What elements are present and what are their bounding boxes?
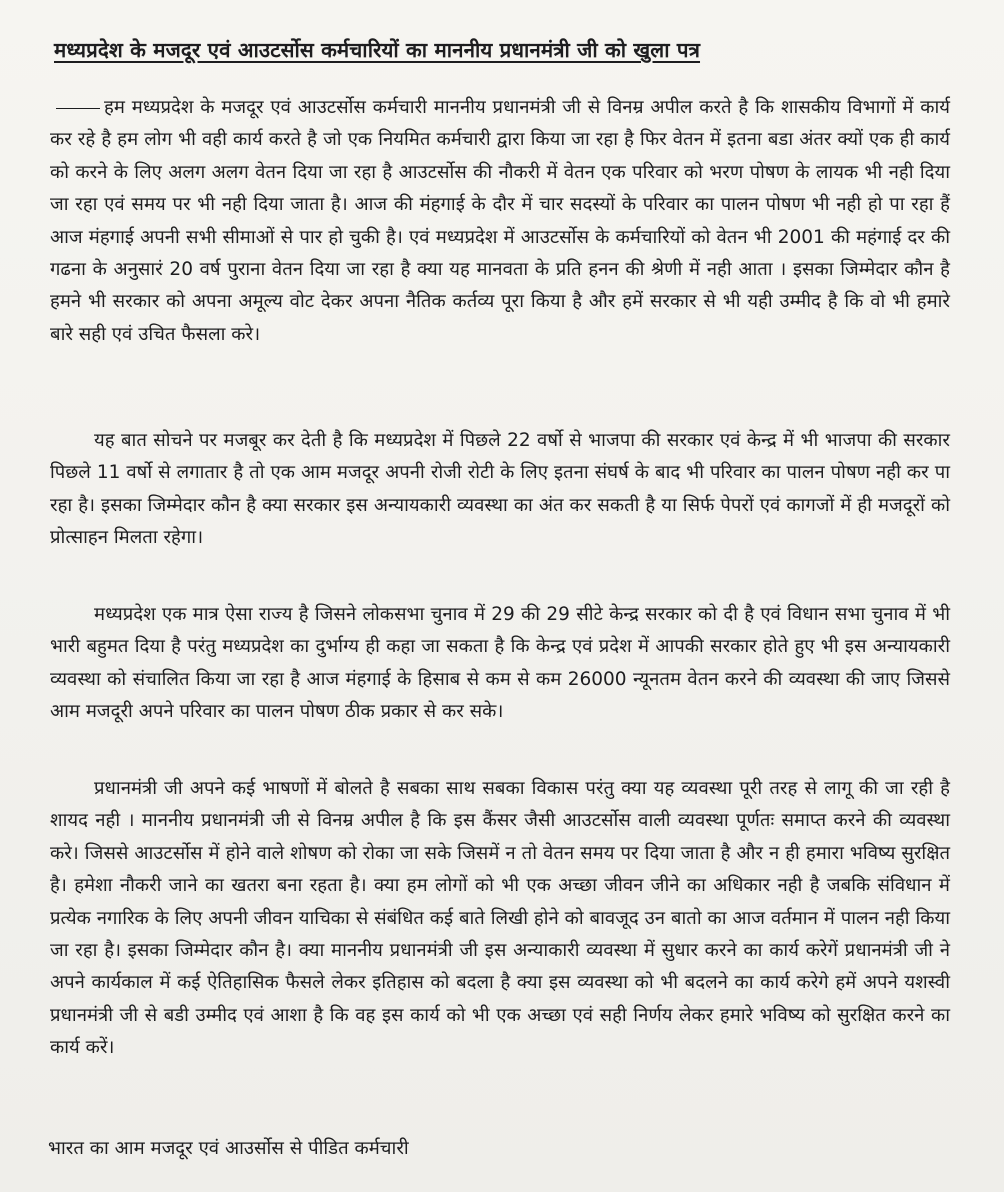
paragraph-4 xyxy=(50,773,950,1065)
paragraph-1 xyxy=(50,92,950,351)
letter-title: मध्यप्रदेश के मजदूर एवं आउटर्सोस कर्मचारियों का माननीय प्रधानमंत्री जी को खुला पत्र xyxy=(54,38,701,62)
paragraph-2-text: यह बात सोचने पर मजबूर कर देती है कि मध्यप्रदेश में पिछले 22 वर्षो से भाजपा की सरकार एवं केन्द्र में भी भाजपा की सरकार पिछले 11 वर्षो से लगातार है तो एक आम मजदूर अपनी रोजी रोटी के लिए इतना संघर्ष के बाद भी परिवार का पालन पोषण नही कर पा रहा है। इसका जिम्मेदार कौन है क्या सरकार इस अन्यायकारी व्यवस्था का अंत कर सकती है या सिर्फ पेपरों एवं कागजों में ही मजदूरों को प्रोत्साहन मिलता रहेगा। xyxy=(50,430,950,549)
paragraph-1-text: हम मध्यप्रदेश के मजदूर एवं आउटर्सोस कर्मचारी माननीय प्रधानमंत्री जी से विनम्र अपील करते है कि शासकीय विभागों में कार्य कर रहे है हम लोग भी वही कार्य करते है जो एक नियमित कर्मचारी द्वारा किया जा रहा है फिर वेतन में इतना बडा अंतर क्यों एक ही कार्य को करने के लिए अलग अलग वेतन दिया जा रहा है आउटर्सोस की नौकरी में वेतन एक परिवार को भरण पोषण के लायक भी नही दिया जा रहा एवं समय पर भी नही दिया जाता है। आज की मंहगाई के दौर में चार सदस्यों के परिवार का पालन पोषण भी नही हो पा रहा हैं आज मंहगाई अपनी सभी सीमाओं से पार हो चुकी है। एवं मध्यप्रदेश में आउटर्सोस के कर्मचारियों को वेतन भी 2001 की महंगाई दर की गढना के अनुसारं 20 वर्ष पुराना वेतन दिया जा रहा है क्या यह मानवता के प्रति हनन की श्रेणी में नही आता । इसका जिम्मेदार कौन है हमने भी सरकार को अपना अमूल्य वोट देकर अपना नैतिक कर्तव्य पूरा किया है और हमें सरकार से भी यही उम्मीद है कि वो भी हमारे बारे सही एवं उचित फैसला करे। xyxy=(50,97,950,345)
paragraph-2 xyxy=(50,425,950,555)
blank-line xyxy=(56,108,100,109)
paragraph-4-text: प्रधानमंत्री जी अपने कई भाषणों में बोलते है सबका साथ सबका विकास परंतु क्या यह व्यवस्था पूरी तरह से लागू की जा रही है शायद नही । माननीय प्रधानमंत्री जी से विनम्र अपील है कि इस कैंसर जैसी आउटर्सोस वाली व्यवस्था पूर्णतः समाप्त करने की व्यवस्था करे। जिससे आउटर्सोस में होने वाले शोषण को रोका जा सके जिसमें न तो वेतन समय पर दिया जाता है और न ही हमारा भविष्य सुरक्षित है। हमेशा नौकरी जाने का खतरा बना रहता है। क्या हम लोगों को भी एक अच्छा जीवन जीने का अधिकार नही है जबकि संविधान में प्रत्येक नगारिक के लिए अपनी जीवन याचिका से संबंधित कई बाते लिखी होने को बावजूद उन बातो का आज वर्तमान में पालन नही किया जा रहा है। इसका जिम्मेदार कौन है। क्या माननीय प्रधानमंत्री जी इस अन्याकारी व्यवस्था में सुधार करने का कार्य करेगें प्रधानमंत्री जी ने अपने कार्यकाल में कई ऐतिहासिक फैसले लेकर इतिहास को बदला है क्या इस व्यवस्था को भी बदलने का कार्य करेगे हमें अपने यशस्वी प्रधानमंत्री जी से बडी उम्मीद एवं आशा है कि वह इस कार्य को भी एक अच्छा एवं सही निर्णय लेकर हमारे भविष्य को सुरक्षित करने का कार्य करें। xyxy=(50,778,950,1059)
paragraph-3-text: मध्यप्रदेश एक मात्र ऐसा राज्य है जिसने लोकसभा चुनाव में 29 की 29 सीटे केन्द्र सरकार को दी है एवं विधान सभा चुनाव में भी भारी बहुमत दिया है परंतु मध्यप्रदेश का दुर्भाग्य ही कहा जा सकता है कि केन्द्र एवं प्रदेश में आपकी सरकार होते हुए भी इस अन्यायकारी व्यवस्था को संचालित किया जा रहा है आज मंहगाई के हिसाब से कम से कम 26000 न्यूनतम वेतन करने की व्यवस्था की जाए जिससे आम मजदूरी अपने परिवार का पालन पोषण ठीक प्रकार से कर सके। xyxy=(50,604,950,723)
paragraph-3 xyxy=(50,599,950,729)
letter-signature: भारत का आम मजदूर एवं आउर्सोस से पीडित कर्मचारी xyxy=(48,1138,409,1159)
